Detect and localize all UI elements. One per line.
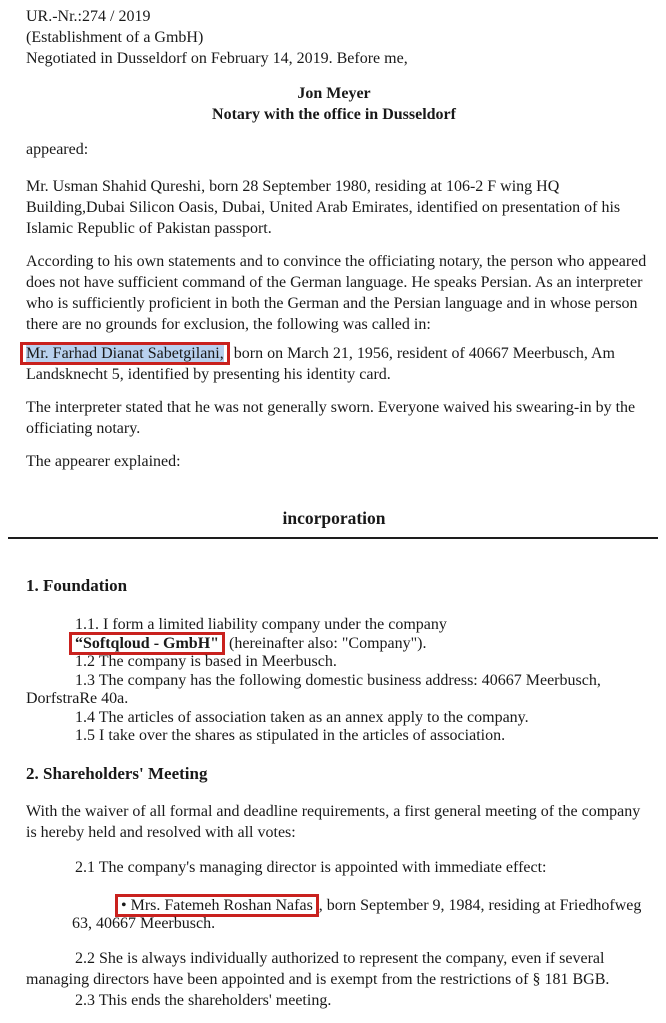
paragraph-line: Mr. Usman Shahid Qureshi, born 28 September 1980, residing at 106-2 F wing HQ: [26, 178, 560, 195]
item-1-4: 1.4 The articles of association taken as an annex apply to the company.: [75, 708, 529, 726]
incorporation-heading: incorporation: [282, 508, 386, 528]
paragraph-line: Islamic Republic of Pakistan passport.: [26, 220, 272, 237]
language-statement-paragraph: [26, 251, 647, 335]
section1-title: 1. Foundation: [26, 576, 128, 595]
sworn-statement-paragraph: [26, 397, 642, 439]
notary-block: [26, 83, 642, 125]
paragraph-line: According to his own statements and to convince the officiating notary, the person who appeared: [26, 253, 647, 270]
deed-number: UR.-Nr.:274 / 2019: [26, 8, 151, 25]
item-2-2-wrap: managing directors have been appointed and is exempt from the restrictions of § 181 BGB.: [26, 970, 610, 988]
meeting-intro-paragraph: [26, 801, 642, 843]
closing-items: [26, 948, 642, 1011]
paragraph-line: Landsknecht 5, identified by presenting his identity card.: [26, 366, 391, 383]
annotation-box-company-name: “Softqloud - GmbH": [69, 632, 225, 655]
director-line: [26, 897, 642, 916]
appeared-label: appeared:: [26, 141, 89, 158]
item-1-1: 1.1. I form a limited liability company under the company: [75, 616, 447, 633]
item-2-2: 2.2 She is always individually authorized to represent the company, even if several: [75, 949, 605, 967]
director-line-wrap: 63, 40667 Meerbusch.: [72, 915, 216, 932]
heading-divider: [8, 537, 658, 539]
paragraph-line: who is sufficiently proficient in both the German and the Persian language and in whose person: [26, 295, 638, 312]
negotiation-line: Negotiated in Dusseldorf on February 14, 2019. Before me,: [26, 50, 408, 67]
item-1-2: 1.2 The company is based in Meerbusch.: [75, 653, 337, 670]
paragraph-line: there are no grounds for exclusion, the following was called in:: [26, 316, 431, 333]
item-1-5: 1.5 I take over the shares as stipulated in the articles of association.: [75, 727, 506, 744]
interpreter-paragraph: [26, 343, 642, 385]
paragraph-line: is hereby held and resolved with all votes:: [26, 823, 296, 841]
document-header: [26, 6, 642, 69]
interpreter-name-highlight: Mr. Farhad Dianat Sabetgilani,: [26, 345, 224, 362]
director-appointment: [26, 897, 642, 934]
paragraph-line: does not have sufficient command of the German language. He speaks Persian. As an interpreter: [26, 274, 643, 291]
notary-name: Jon Meyer: [297, 85, 371, 102]
section2-title: 2. Shareholders' Meeting: [26, 763, 208, 783]
item-1-3-wrap: DorfstraRe 40a.: [26, 690, 129, 707]
item-2-3: 2.3 This ends the shareholders' meeting.: [75, 991, 332, 1009]
appearer-paragraph: [26, 176, 642, 239]
deed-subject: (Establishment of a GmbH): [26, 29, 204, 46]
appearer-explained-label: The appearer explained:: [26, 453, 181, 470]
interpreter-details: born on March 21, 1956, resident of 40667 Meerbusch, Am: [229, 345, 615, 362]
paragraph-line: With the waiver of all formal and deadline requirements, a first general meeting of the company: [26, 802, 641, 820]
paragraph-line: The interpreter stated that he was not generally sworn. Everyone waived his swearing-in by the: [26, 399, 636, 416]
notary-title: Notary with the office in Dusseldorf: [212, 106, 456, 123]
director-details: , born September 9, 1984, residing at Friedhofweg: [318, 896, 642, 914]
paragraph-line: [26, 343, 642, 364]
item-2-1: 2.1 The company's managing director is appointed with immediate effect:: [75, 858, 547, 876]
paragraph-line: officiating notary.: [26, 420, 141, 437]
annotation-box-interpreter: [20, 342, 230, 365]
annotation-box-director-name: • Mrs. Fatemeh Roshan Nafas: [115, 894, 319, 917]
paragraph-line: Building,Dubai Silicon Oasis, Dubai, United Arab Emirates, identified on presentation of his: [26, 199, 621, 216]
item-1-3: 1.3 The company has the following domestic business address: 40667 Meerbusch,: [75, 671, 601, 689]
company-name-line: [26, 635, 642, 654]
foundation-items: [26, 616, 642, 746]
notarial-deed-page: [26, 6, 647, 1011]
company-name-suffix: (hereinafter also: "Company").: [225, 634, 427, 652]
